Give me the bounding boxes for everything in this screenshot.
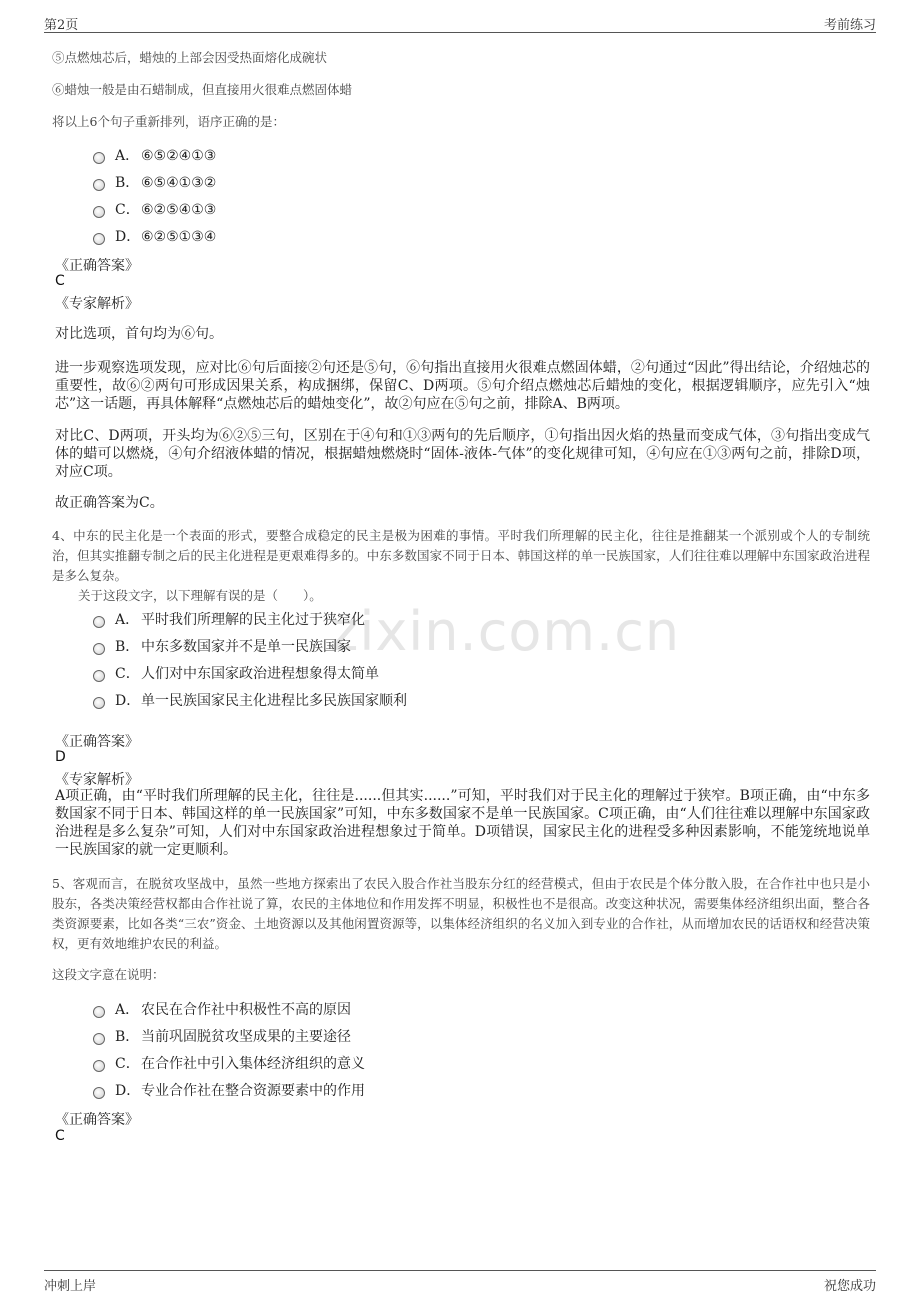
- q4-option-d[interactable]: D．单一民族国家民主化进程比多民族国家顺利: [93, 690, 407, 710]
- q3-prompt: 将以上6个句子重新排列，语序正确的是：: [52, 114, 285, 129]
- header-title: 考前练习: [823, 18, 876, 33]
- sentence-5: ⑤点燃烛芯后，蜡烛的上部会因受热面熔化成碗状: [52, 50, 328, 65]
- q3-answer: C: [55, 273, 65, 289]
- q3-answer-label: 《正确答案》: [55, 258, 139, 274]
- footer-left: 冲刺上岸: [44, 1279, 97, 1294]
- q5-prompt: 这段文字意在说明：: [52, 967, 165, 982]
- q3-option-d[interactable]: D．⑥②⑤①③④: [93, 226, 216, 246]
- q5-answer-label: 《正确答案》: [55, 1112, 139, 1128]
- radio-icon[interactable]: [93, 616, 105, 628]
- page-footer: [44, 1270, 876, 1293]
- q4-analysis-label: 《专家解析》: [55, 772, 139, 788]
- radio-icon[interactable]: [93, 697, 105, 709]
- q3-option-a[interactable]: A． ⑥⑤②④①③: [93, 145, 216, 165]
- q4-stem: 4、中东的民主化是一个表面的形式，要整合成稳定的民主是极为困难的事情。平时我们所理解的民主化，往往是推翻某一个派别或个人的专制统治，但其实推翻专制之后的民主化进程是更艰难得多的。中东多数国家不同于日本、韩国这样的单一民族国家，人们往往难以理解中东国家政治进程是多么复杂。: [52, 528, 870, 583]
- watermark: zixin.com.cn: [330, 600, 681, 663]
- page-number: 第2页: [44, 18, 79, 33]
- q4-prompt: 关于这段文字，以下理解有误的是（ ）。: [78, 588, 322, 603]
- q5-option-a[interactable]: A． 农民在合作社中积极性不高的原因: [93, 999, 351, 1019]
- q4-option-c[interactable]: C．人们对中东国家政治进程想象得太简单: [93, 663, 379, 683]
- radio-icon[interactable]: [93, 233, 105, 245]
- radio-icon[interactable]: [93, 643, 105, 655]
- q3-analysis-p1: 对比选项，首句均为⑥句。: [55, 326, 223, 342]
- radio-icon[interactable]: [93, 1006, 105, 1018]
- sentence-6: ⑥蜡烛一般是由石蜡制成，但直接用火很难点燃固体蜡: [52, 82, 353, 97]
- q3-option-b[interactable]: B． ⑥⑤④①③②: [93, 172, 216, 192]
- q3-analysis-p2: 进一步观察选项发现，应对比⑥句后面接②句还是⑤句，⑥句指出直接用火很难点燃固体蜡，②句通过“因此”得出结论，介绍烛芯的重要性，故⑥②两句可形成因果关系，构成捆绑，保留C、D两项。⑤句介绍点燃烛芯后蜡烛的变化，根据逻辑顺序，应先引入“烛芯”这一话题，再具体解释“点燃烛芯后的蜡烛变化”，故②句应在⑤句之前，排除A、B两项。: [55, 360, 870, 412]
- radio-icon[interactable]: [93, 206, 105, 218]
- q4-analysis: A项正确，由“平时我们所理解的民主化，往往是......但其实......”可知，平时我们对于民主化的理解过于狭窄。B项正确，由“中东多数国家不同于日本、韩国这样的单一民族国家”可知，中东多数国家不是单一民族国家。C项正确，由“人们往往难以理解中东国家政治进程是多么复杂”可知，人们对中东国家政治进程想象过于简单。D项错误，国家民主化的进程受多种因素影响，不能笼统地说单一民族国家的就一定更顺利。: [55, 788, 870, 858]
- q5-stem: 5、客观而言，在脱贫攻坚战中，虽然一些地方探索出了农民入股合作社当股东分红的经营模式，但由于农民是个体分散入股，在合作社中也只是小股东，各类决策经营权都由合作社说了算，农民的主体地位和作用发挥不明显，积极性也不是很高。改变这种状况，需要集体经济组织出面，整合各类资源要素，比如各类“三农”资金、土地资源以及其他闲置资源等，以集体经济组织的名义加入到专业的合作社，从而增加农民的话语权和经营决策权，更有效地维护农民的利益。: [52, 876, 870, 951]
- q3-analysis-p4: 故正确答案为C。: [55, 495, 164, 511]
- q3-analysis-p3: 对比C、D两项，开头均为⑥②⑤三句，区别在于④句和①③两句的先后顺序，①句指出因火焰的热量而变成气体，③句指出变成气体的蜡可以燃烧，④句介绍液体蜡的情况，根据蜡烛燃烧时“固体-液体-气体”的变化规律可知，④句应在①③两句之前，排除D项，对应C项。: [55, 428, 870, 480]
- radio-icon[interactable]: [93, 670, 105, 682]
- radio-icon[interactable]: [93, 1060, 105, 1072]
- q5-option-d[interactable]: D．专业合作社在整合资源要素中的作用: [93, 1080, 365, 1100]
- q3-analysis-label: 《专家解析》: [55, 296, 139, 312]
- q3-option-c[interactable]: C．⑥②⑤④①③: [93, 199, 216, 219]
- q4-option-a[interactable]: A． 平时我们所理解的民主化过于狭窄化: [93, 609, 365, 629]
- q5-option-b[interactable]: B． 当前巩固脱贫攻坚成果的主要途径: [93, 1026, 351, 1046]
- radio-icon[interactable]: [93, 179, 105, 191]
- footer-right: 祝您成功: [823, 1279, 876, 1294]
- q5-option-c[interactable]: C．在合作社中引入集体经济组织的意义: [93, 1053, 365, 1073]
- q4-answer: D: [55, 749, 66, 765]
- radio-icon[interactable]: [93, 1033, 105, 1045]
- q4-option-b[interactable]: B． 中东多数国家并不是单一民族国家: [93, 636, 351, 656]
- q5-answer: C: [55, 1128, 65, 1144]
- page-header: [44, 10, 876, 33]
- radio-icon[interactable]: [93, 1087, 105, 1099]
- q4-answer-label: 《正确答案》: [55, 734, 139, 750]
- radio-icon[interactable]: [93, 152, 105, 164]
